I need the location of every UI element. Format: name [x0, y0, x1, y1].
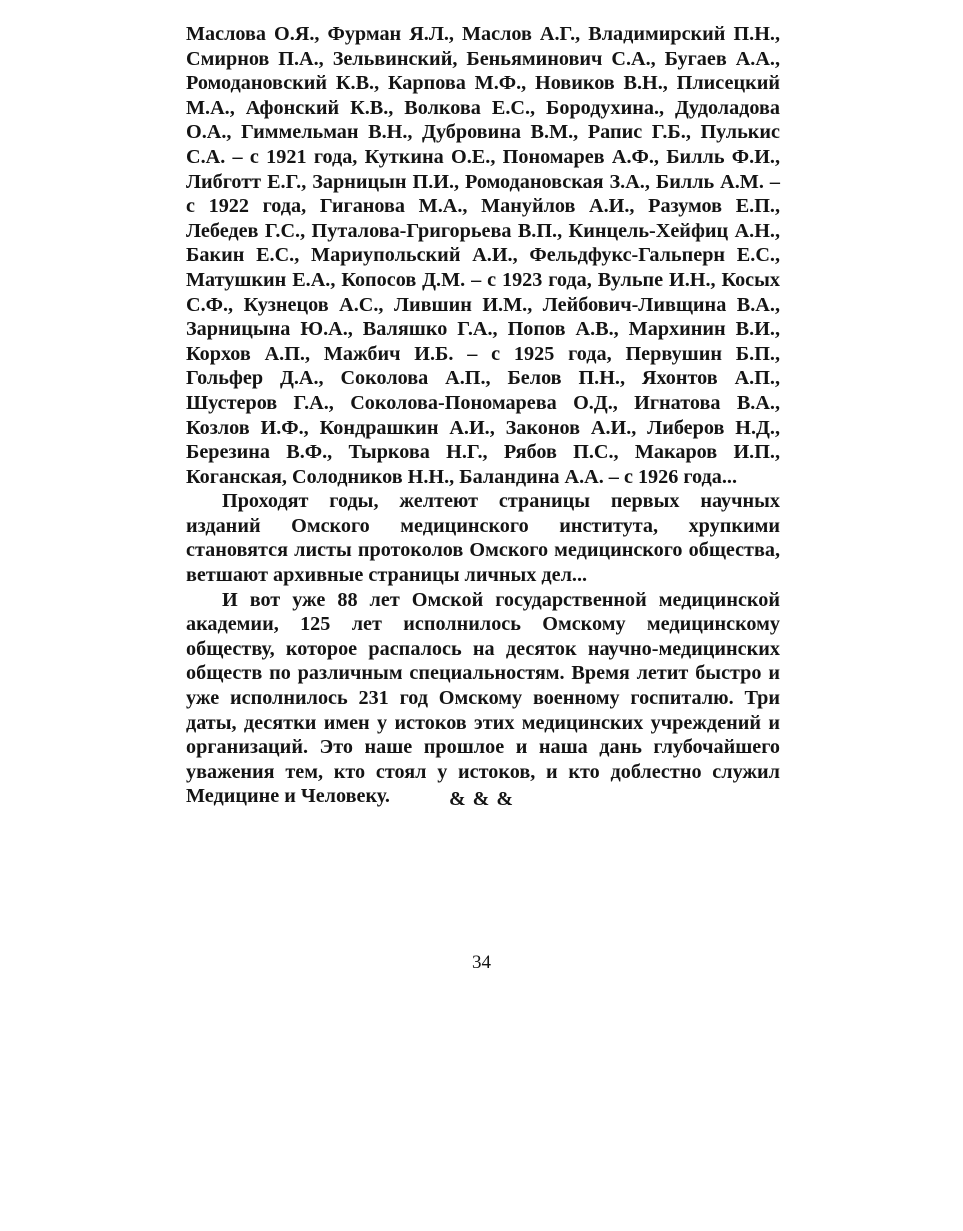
- paragraph-years-pass: Проходят годы, желтеют страницы первых научных изданий Омского медицинского института, хрупкими становятся листы протоколов Омского медицинского общества, ветшают архивные страницы личных дел...: [186, 490, 780, 587]
- paragraph-anniversaries: И вот уже 88 лет Омской государственной медицинской академии, 125 лет исполнилось Омскому медицинскому обществу, которое распалось на десяток научно-медицинских обществ по различным специальностям. Время летит быстро и уже исполнилось 231 год Омскому военному госпиталю. Три даты, десятки имен у истоков этих медицинских учреждений и организаций. Это наше прошлое и наша дань глубочайшего уважения тем, кто стоял у истоков, и кто доблестно служил Медицине и Человеку.: [186, 588, 780, 808]
- body-text: [186, 22, 780, 809]
- page-number: 34: [472, 952, 491, 973]
- paragraph-name-list: Маслова О.Я., Фурман Я.Л., Маслов А.Г., Владимирский П.Н., Смирнов П.А., Зельвинский, Беньяминович С.А., Бугаев А.А., Ромодановский К.В., Карпова М.Ф., Новиков В.Н., Плисецкий М.А., Афонский К.В., Волкова Е.С., Бородухина., Дудоладова О.А., Гиммельман В.Н., Дубровина В.М., Рапис Г.Б., Пулькис С.А. – с 1921 года, Куткина О.Е., Пономарев А.Ф., Билль Ф.И., Либготт Е.Г., Зарницын П.И., Ромодановская З.А., Билль А.М. – с 1922 года, Гиганова М.А., Мануйлов А.И., Разумов Е.П., Лебедев Г.С., Путалова-Григорьева В.П., Кинцель-Хейфиц А.Н., Бакин Е.С., Мариупольский А.И., Фельдфукс-Гальперн Е.С., Матушкин Е.А., Копосов Д.М. – с 1923 года, Вульпе И.Н., Косых С.Ф., Кузнецов А.С., Лившин И.М., Лейбович-Ливщина В.А., Зарницына Ю.А., Валяшко Г.А., Попов А.В., Мархинин В.И., Корхов А.П., Мажбич И.Б. – с 1925 года, Первушин Б.П., Гольфер Д.А., Соколова А.П., Белов П.Н., Яхонтов А.П., Шустеров Г.А., Соколова-Пономарева О.Д., Игнатова В.А., Козлов И.Ф., Кондрашкин А.И., Законов А.И., Либеров Н.Д., Березина В.Ф., Тыркова Н.Г., Рябов П.С., Макаров И.П., Коганская, Солодников Н.Н., Баландина А.А. – с 1926 года...: [186, 23, 780, 488]
- section-divider: & & &: [449, 788, 514, 810]
